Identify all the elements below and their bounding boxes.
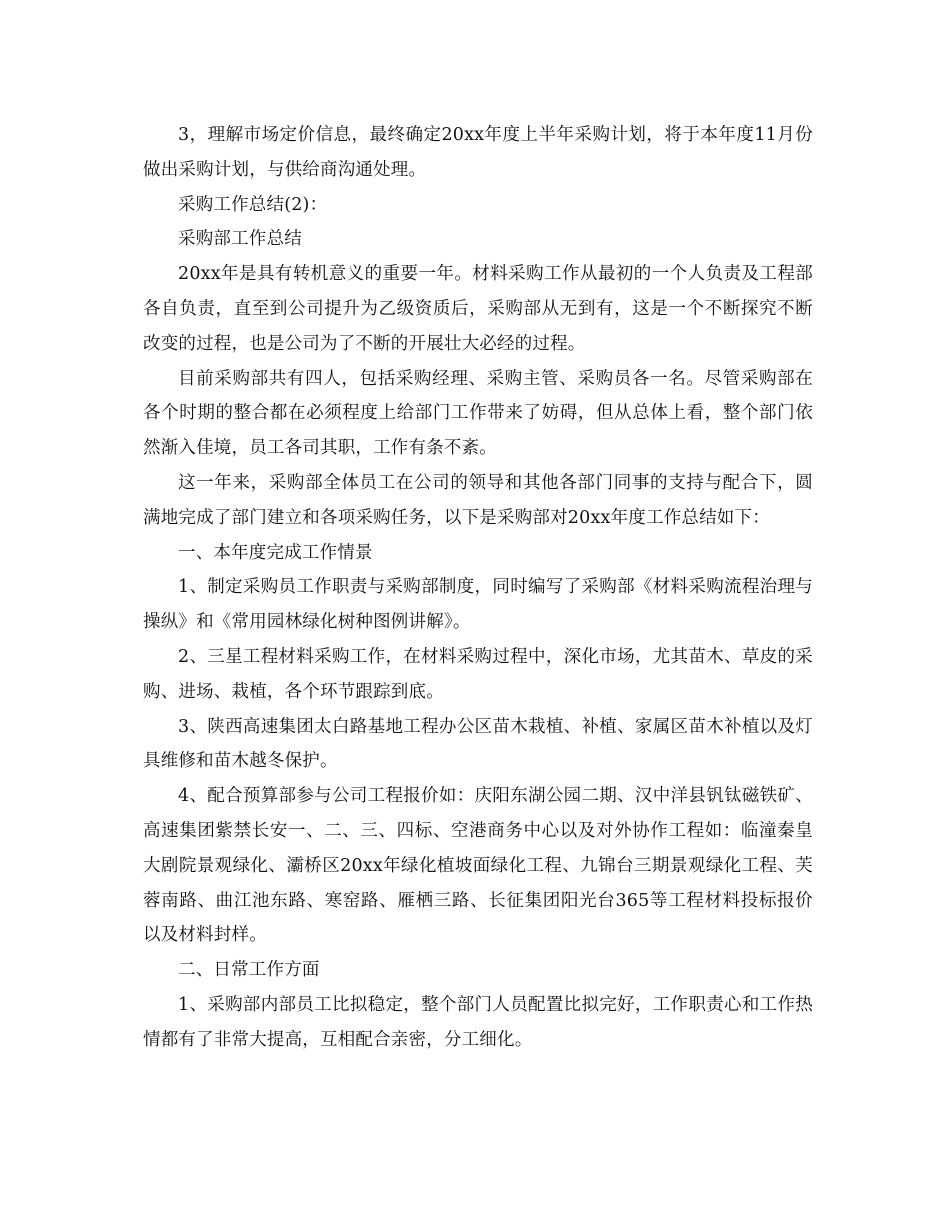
paragraph-purchase-plan: 3，理解市场定价信息，最终确定20xx年度上半年采购计划，将于本年度11月份做出采购计划，与供给商沟通处理。 bbox=[143, 125, 813, 180]
paragraph-daily-item-1: 1、采购部内部员工比拟稳定，整个部门人员配置比拟完好，工作职责心和工作热情都有了非常大提高，互相配合亲密，分工细化。 bbox=[143, 994, 813, 1050]
paragraph-item-4-quotation: 4、配合预算部参与公司工程报价如：庆阳东湖公园二期、汉中洋县钒钛磁铁矿、高速集团紫禁长安一、二、三、四标、空港商务中心以及对外协作工程如：临潼秦皇大剧院景观绿化、灞桥区20xx年绿化植坡面绿化工程、九锦台三期景观绿化工程、芙蓉南路、曲江池东路、寒窑路、雁栖三路、长征集团阳光台365等工程材料投标报价以及材料封样。 bbox=[143, 786, 813, 946]
paragraph-year-achievements: 这一年来，采购部全体员工在公司的领导和其他各部门同事的支持与配合下，圆满地完成了部门建立和各项采购任务，以下是采购部对20xx年度工作总结如下： bbox=[143, 472, 813, 528]
document-body bbox=[143, 118, 813, 1058]
paragraph-item-2-sanxing: 2、三星工程材料采购工作，在材料采购过程中，深化市场，尤其苗木、草皮的采购、进场、栽植，各个环节跟踪到底。 bbox=[143, 646, 813, 702]
paragraph-department-summary-title: 采购部工作总结 bbox=[178, 229, 302, 250]
paragraph-summary-2-heading: 采购工作总结(2)： bbox=[178, 194, 328, 215]
paragraph-year-overview: 20xx年是具有转机意义的重要一年。材料采购工作从最初的一个人负责及工程部各自负责，直至到公司提升为乙级资质后，采购部从无到有，这是一个不断探究不断改变的过程，也是公司为了不断的开展壮大必经的过程。 bbox=[143, 264, 813, 354]
paragraph-item-3-shaanxi: 3、陕西高速集团太白路基地工程办公区苗木栽植、补植、家属区苗木补植以及灯具维修和苗木越冬保护。 bbox=[143, 716, 813, 772]
paragraph-department-staff: 目前采购部共有四人，包括采购经理、采购主管、采购员各一名。尽管采购部在各个时期的整合都在必须程度上给部门工作带来了妨碍，但从总体上看，整个部门依然渐入佳境，员工各司其职，工作有条不紊。 bbox=[143, 368, 813, 459]
section-heading-daily-work: 二、日常工作方面 bbox=[178, 960, 320, 981]
section-heading-annual-work: 一、本年度完成工作情景 bbox=[178, 542, 373, 563]
paragraph-item-1-rules: 1、制定采购员工作职责与采购部制度，同时编写了采购部《材料采购流程治理与操纵》和《常用园林绿化树种图例讲解》。 bbox=[143, 577, 813, 633]
